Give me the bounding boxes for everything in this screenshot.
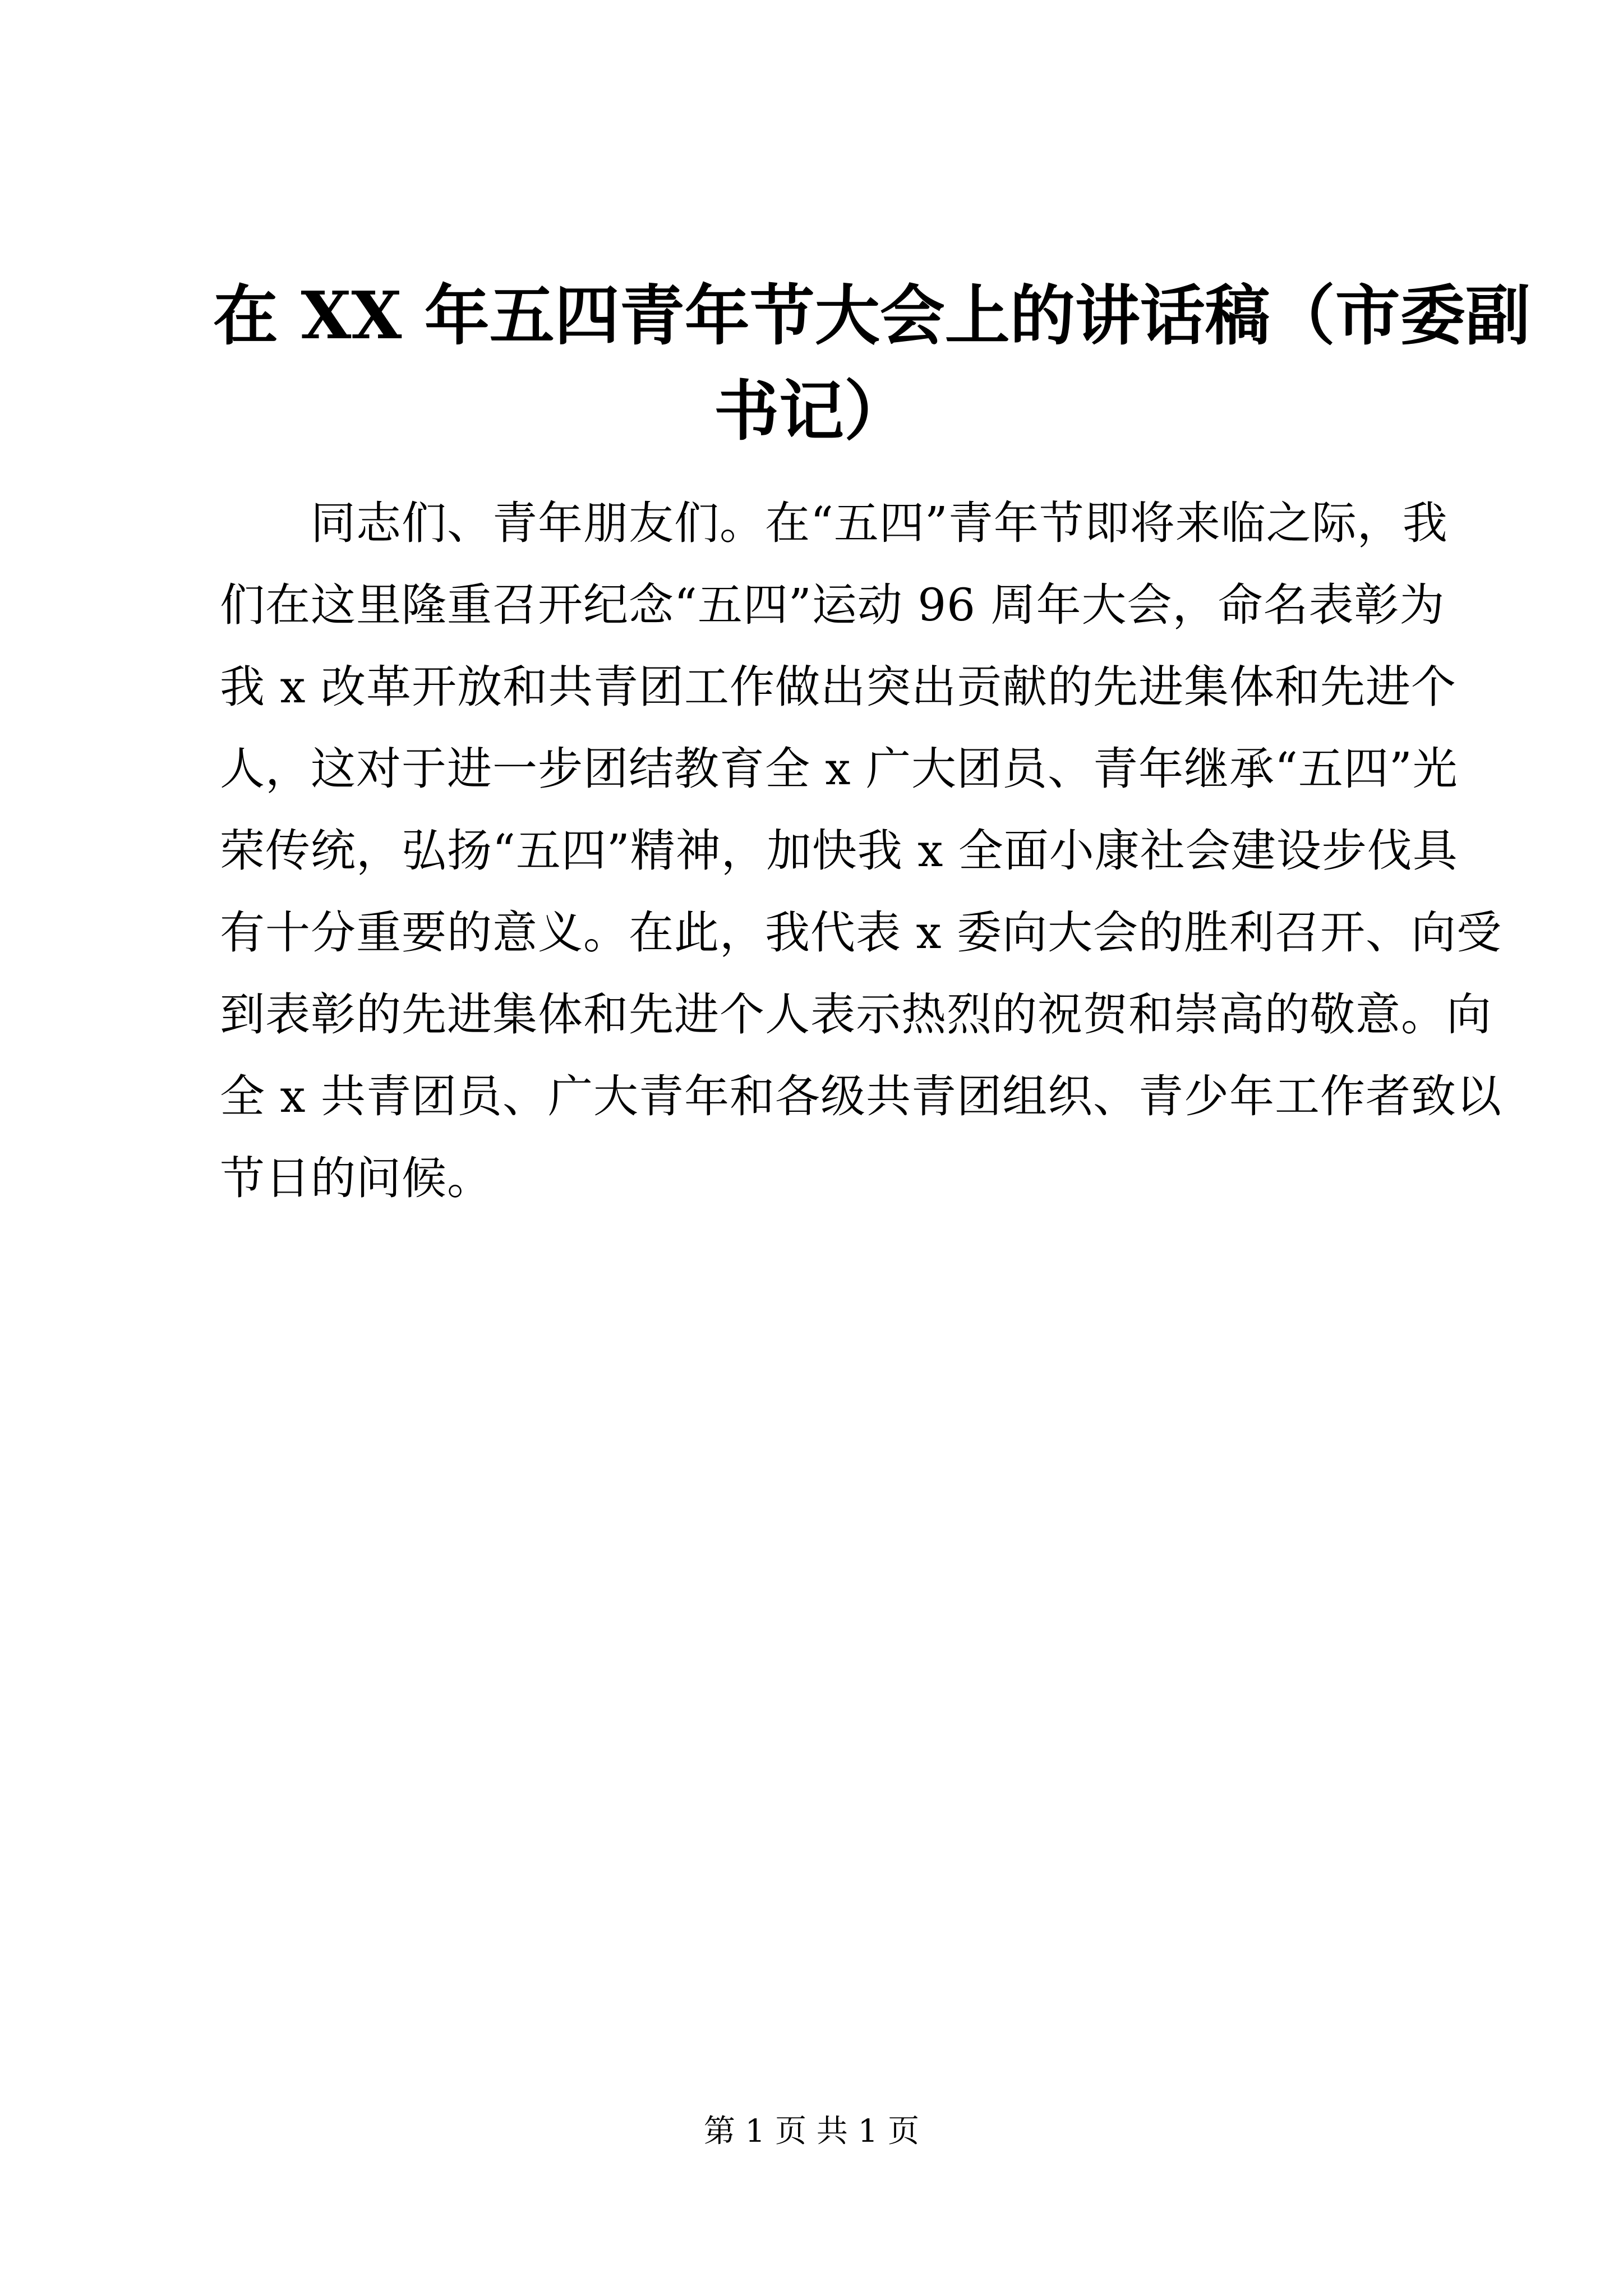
title-line-1: 在 XX 年五四青年节大会上的讲话稿（市委副 — [213, 278, 1530, 354]
paragraph-line-5: 荣传统，弘扬“五四”精神，加快我 x 全面小康社会建设步伐具 — [220, 825, 1458, 877]
paragraph-line-4: 人，这对于进一步团结教育全 x 广大团员、青年继承“五四”光 — [220, 743, 1458, 795]
paragraph-line-6: 有十分重要的意义。在此，我代表 x 委向大会的胜利召开、向受 — [220, 907, 1502, 959]
paragraph-line-8: 全 x 共青团员、广大青年和各级共青团组织、青少年工作者致以 — [220, 1070, 1502, 1122]
title-line-2: 书记） — [714, 373, 909, 449]
paragraph-line-2: 们在这里隆重召开纪念“五四”运动 96 周年大会，命名表彰为 — [220, 579, 1445, 631]
paragraph-line-3: 我 x 改革开放和共青团工作做出突出贡献的先进集体和先进个 — [220, 661, 1456, 713]
paragraph-line-9: 节日的问候。 — [220, 1152, 492, 1204]
paragraph-line-1: 同志们、青年朋友们。在“五四”青年节即将来临之际，我 — [220, 497, 1448, 549]
speech-paragraph — [220, 482, 1502, 1220]
page-number-footer: 第 1 页 共 1 页 — [703, 2113, 920, 2150]
document-title — [213, 278, 1530, 463]
paragraph-line-7: 到表彰的先进集体和先进个人表示热烈的祝贺和崇高的敬意。向 — [220, 988, 1492, 1041]
